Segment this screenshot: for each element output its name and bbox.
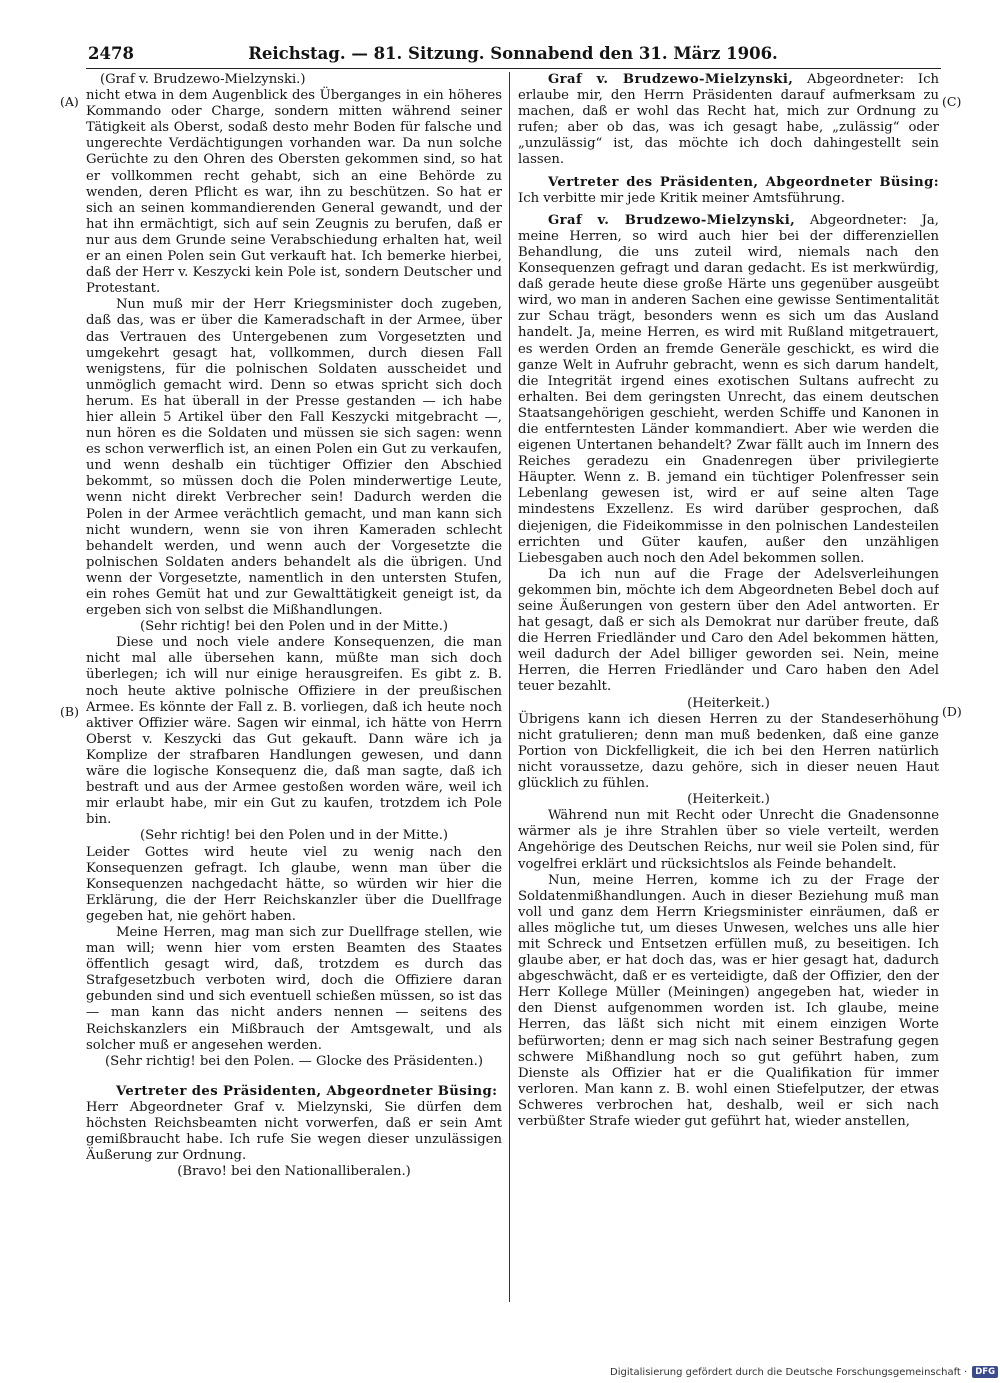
interjection: (Bravo! bei den Nationalliberalen.) <box>177 1164 411 1180</box>
digitization-footer <box>610 1366 998 1378</box>
speaker-paragraph <box>518 175 939 207</box>
interjection: (Heiterkeit.) <box>687 695 770 711</box>
interjection: (Heiterkeit.) <box>687 792 770 808</box>
running-title: Reichstag. — 81. Sitzung. Sonnabend den 31. März 1906. <box>248 44 778 63</box>
column-divider <box>509 72 510 1302</box>
dfg-logo-icon: DFG <box>972 1366 998 1378</box>
paragraph: Diese und noch viele andere Konsequenzen, die man nicht mal alle übersehen kann, müßte man sich doch überlegen; ich will nur einige herausgreifen. Es gibt z. B. noch heute aktive polnische Offiziere in der preußischen Armee. Es könnte der Fall z. B. vorliegen, daß ich heute noch aktiver Offizier wäre. Sagen wir einmal, ich hätte von Herrn Oberst v. Keszycki das Gut gekauft. Dann wäre ich ja Komplize der strafbaren Handlungen gewesen, und dann wäre die logische Konsequenz die, daß man sagte, daß ich bestraft und aus der Armee gestoßen worden wäre, weil ich mir erlaubt habe, mir ein Gut zu kaufen, trotzdem ich Pole bin. <box>86 635 502 828</box>
left-column <box>86 72 502 1307</box>
interjection: (Sehr richtig! bei den Polen und in der Mitte.) <box>139 828 449 844</box>
paragraph: Meine Herren, mag man sich zur Duellfrage stellen, wie man will; wenn hier vom ersten Beamten des Staates öffentlich gesagt wird, daß, trotzdem es durch das Strafgesetzbuch verboten wird, doch die Offiziere daran gebunden sind und sich eventuell schießen müssen, so ist das — man kann das nicht anders nennen — seitens des Reichskanzlers ein Mißbrauch der Amtsgewalt, und als solcher muß er angesehen werden. <box>86 924 502 1053</box>
margin-marker-a: (A) <box>60 94 79 109</box>
paragraph-text: Ich erlaube mir, den Herrn Präsidenten darauf aufmerksam zu machen, daß er wohl das Recht hat, mich zur Ordnung zu rufen; aber ob das, was ich gesagt habe, „zulässig“ oder „unzulässig“ ist, das möchte ich doch dahingestellt sein lassen. <box>518 72 939 168</box>
speaker-paragraph <box>518 213 939 567</box>
speaker-paragraph <box>518 72 939 169</box>
paragraph: Da ich nun auf die Frage der Adelsverleihungen gekommen bin, möchte ich dem Abgeordneten Bebel doch auf seine Äußerungen von gestern über den Adel antworten. Er hat gesagt, daß er sich als Demokrat nur darüber freute, daß die Herren Friedländer und Caro den Adel bekommen hätten, weil dadurch der Adel billiger geworden sei. Nein, meine Herren, die Herren Friedländer und Caro haben den Adel teuer bezahlt. <box>518 566 939 695</box>
speaker-name: Graf v. Brudzewo-Mielzynski, <box>548 212 796 228</box>
margin-marker-b: (B) <box>60 704 79 719</box>
margin-marker-d: (D) <box>942 704 962 719</box>
speaker-intro <box>86 1084 502 1100</box>
right-column <box>518 72 939 1307</box>
speaker-name: Graf v. Brudzewo-Mielzynski, <box>548 72 794 87</box>
margin-marker-c: (C) <box>942 94 962 109</box>
paragraph: Leider Gottes wird heute viel zu wenig nach den Konsequenzen gefragt. Ich glaube, wenn man über die Konsequenzen nachgedacht hätte, so würden wir hier die Erklärung, die der Herr Reichskanzler über die Duellfrage gegeben hat, nie gehört haben. <box>86 844 502 924</box>
paragraph: nicht etwa in dem Augenblick des Überganges in ein höheres Kommando oder Charge, sondern mitten während seiner Tätigkeit als Oberst, sodaß desto mehr Boden für falsche und ungerechte Verdächtigungen vorhanden war. Da nun solche Gerüchte zu den Ohren des Obersten gekommen sind, so hat er vollkommen recht gehabt, sich an eine Behörde zu wenden, deren Pflicht es war, ihn zu beschützen. So hat er sich an seinen kommandierenden General gewandt, und der hat ihn ermächtigt, sich auf sein Zeugnis zu berufen, daß er nur aus dem Grunde seine Verabschiedung erhalten hat, weil er an einen Polen sein Gut verkauft hat. Ich bemerke hierbei, daß der Herr v. Keszycki kein Pole ist, sondern Deutscher und Protestant. <box>86 88 502 297</box>
speaker-role: Abgeordneter: <box>795 212 907 228</box>
interjection: (Sehr richtig! bei den Polen. — Glocke des Präsidenten.) <box>105 1053 483 1069</box>
speaker-note: (Graf v. Brudzewo-Mielzynski.) <box>100 72 306 87</box>
paragraph-text: Ich verbitte mir jede Kritik meiner Amtsführung. <box>518 190 845 206</box>
page-number: 2478 <box>88 44 134 63</box>
paragraph: Übrigens kann ich diesen Herren zu der Standeserhöhung nicht gratulieren; denn man muß bedenken, daß eine ganze Portion von Dickfelligkeit, die ich bei den Herren natürlich nicht voraussetze, dazu gehöre, sich in dieser neuen Haut glücklich zu fühlen. <box>518 711 939 792</box>
footer-text: Digitalisierung gefördert durch die Deutsche Forschungsgemeinschaft · <box>610 1366 968 1378</box>
speaker-name: Vertreter des Präsidenten, Abgeordneter Büsing: <box>116 1083 498 1099</box>
speaker-name: Vertreter des Präsidenten, Abgeordneter Büsing: <box>548 174 939 190</box>
paragraph: Während nun mit Recht oder Unrecht die Gnadensonne wärmer als je ihre Strahlen über so viele verteilt, werden Angehörige des Deutschen Reichs, nur weil sie Polen sind, für vogelfrei erklärt und rücksichtslos als Feinde behandelt. <box>518 808 939 872</box>
paragraph: Nun muß mir der Herr Kriegsminister doch zugeben, daß das, was er über die Kameradschaft in der Armee, über das Vertrauen des Untergebenen zum Vorgesetzten und umgekehrt gesagt hat, vollkommen, durch diesen Fall wenigstens, für die polnischen Soldaten ausscheidet und unmöglich gemacht wird. Denn so etwas spricht sich doch herum. Es hat überall in der Presse gestanden — ich habe hier allein 5 Artikel über den Fall Keszycki mitgebracht —, nun hören es die Soldaten und müssen sie sich sagen: wenn es schon verwerflich ist, an einen Polen ein Gut zu verkaufen, und wenn deshalb ein tüchtiger Offizier den Abschied bekommt, so müssen doch die Polen minderwertige Leute, wenn nicht direkt Verbrecher sein! Dadurch werden die Polen in der Armee verächtlich gemacht, und man kann sich nicht wundern, wenn sie von ihren Kameraden schlecht behandelt werden, und wenn auch der Vorgesetzte die polnischen Soldaten anders behandelt als die übrigen. Und wenn der Vorgesetzte, namentlich in den untersten Stufen, ein rohes Gemüt hat und zur Gewalttätigkeit geneigt ist, da ergeben sich von selbst die Mißhandlungen. <box>86 297 502 619</box>
speaker-role: Abgeordneter: <box>793 72 905 87</box>
page-header <box>88 44 938 68</box>
header-rule <box>86 68 941 69</box>
paragraph: Nun, meine Herren, komme ich zu der Frage der Soldatenmißhandlungen. Auch in dieser Beziehung muß man voll und ganz dem Herrn Kriegsminister einräumen, daß er alles mögliche tut, um dieses Unwesen, welches uns alle hier mit Schreck und Entsetzen erfüllen muß, zu beseitigen. Ich glaube aber, er hat doch das, was er hier gesagt hat, dadurch abgeschwächt, daß er es verteidigte, daß der Offizier, den der Herr Kollege Müller (Meiningen) angegeben hat, wieder in den Dienst aufgenommen worden ist. Ich glaube, meine Herren, das läßt sich nicht mit einem einzigen Worte befürworten; denn er mag sich nach seiner Bestrafung gegen schwere Mißhandlung noch so gut geführt haben, zum Dienste als Offizier hat er die Qualifikation für immer verloren. Man kann z. B. wohl einen Stiefelputzer, der etwas Schweres verbrochen hat, deshalb, weil er sich nach verbüßter Strafe wieder gut geführt hat, wieder anstellen, <box>518 872 939 1129</box>
paragraph-text: Ja, meine Herren, so wird auch hier bei der differenziellen Behandlung, die uns zuteil wird, niemals nach den Konsequenzen gefragt und daran gedacht. Es ist merkwürdig, daß gerade heute diese große Härte uns gegenüber ausgeübt wird, wo man in anderen Sachen eine gewisse Sentimentalität zur Schau trägt, besonders wenn es sich um das Ausland handelt. Ja, meine Herren, es wird mit Rußland mitgetrauert, es werden Orden an fremde Generäle geschickt, es wird die ganze Welt in Aufruhr gebracht, wenn es sich darum handelt, die Integrität irgend eines exotischen Sultans aufrecht zu erhalten. Bei dem geringsten Unrecht, das einem deutschen Staatsangehörigen geschieht, werden Schiffe und Kanonen in die entferntesten Länder kommandiert. Aber wie werden die eigenen Untertanen behandelt? Zwar fällt auch im Innern des Reiches geradezu ein Gnadenregen über privilegierte Häupter. Wenn z. B. jemand ein tüchtiger Polenfresser sein Lebenlang gewesen ist, wird er auf seine alten Tage mindestens Exzellenz. Es wird darüber gesprochen, daß diejenigen, die Fideikommisse in den polnischen Landesteilen errichten und Güter kaufen, außer den unzähligen Liebesgaben auch noch den Adel bekommen sollen. <box>518 212 939 566</box>
interjection: (Sehr richtig! bei den Polen und in der Mitte.) <box>139 619 449 635</box>
paragraph: Herr Abgeordneter Graf v. Mielzynski, Sie dürfen dem höchsten Reichsbeamten nicht vorwerfen, daß er sein Amt gemißbraucht habe. Ich rufe Sie wegen dieser unzulässigen Äußerung zur Ordnung. <box>86 1099 502 1164</box>
